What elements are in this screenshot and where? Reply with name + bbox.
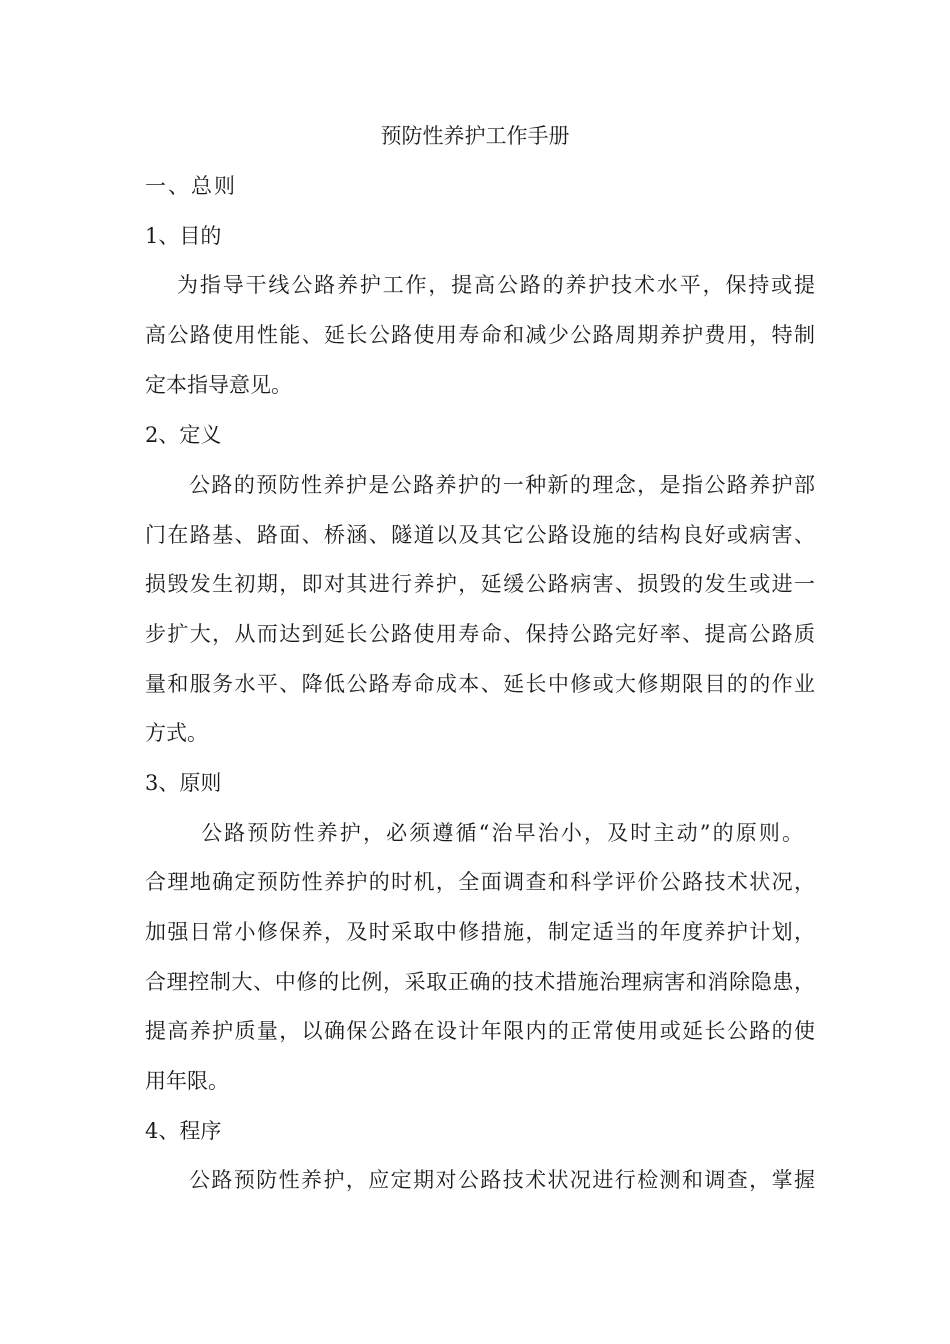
paragraph-principle-line: 用年限。: [145, 1069, 229, 1093]
paragraph-definition-line: 步扩大，从而达到延长公路使用寿命、保持公路完好率、提高公路质: [145, 622, 815, 646]
paragraph-principle-line: 公路预防性养护，必须遵循“治早治小，及时主动”的原则。: [201, 821, 803, 845]
heading-principle: 3、原则: [145, 771, 222, 795]
paragraph-purpose-line: 为指导干线公路养护工作，提高公路的养护技术水平，保持或提: [177, 273, 815, 297]
paragraph-definition-line: 方式。: [145, 721, 208, 745]
paragraph-principle-line: 合理地确定预防性养护的时机，全面调查和科学评价公路技术状况，: [145, 870, 815, 894]
heading-purpose: 1、目的: [145, 224, 222, 248]
paragraph-principle-line: 提高养护质量，以确保公路在设计年限内的正常使用或延长公路的使: [145, 1019, 815, 1043]
document-title: 预防性养护工作手册: [380, 124, 570, 148]
paragraph-purpose-line: 高公路使用性能、延长公路使用寿命和减少公路周期养护费用，特制: [145, 323, 815, 347]
paragraph-definition-line: 公路的预防性养护是公路养护的一种新的理念，是指公路养护部: [189, 473, 815, 497]
section-general-heading: 一、总则: [145, 174, 237, 198]
paragraph-procedure-line: 公路预防性养护，应定期对公路技术状况进行检测和调查，掌握: [189, 1168, 815, 1192]
paragraph-definition-line: 门在路基、路面、桥涵、隧道以及其它公路设施的结构良好或病害、: [145, 523, 815, 547]
heading-procedure: 4、程序: [145, 1119, 222, 1143]
paragraph-definition-line: 损毁发生初期，即对其进行养护，延缓公路病害、损毁的发生或进一: [145, 572, 815, 596]
paragraph-definition-line: 量和服务水平、降低公路寿命成本、延长中修或大修期限目的的作业: [145, 672, 815, 696]
heading-definition: 2、定义: [145, 423, 222, 447]
paragraph-principle-line: 加强日常小修保养，及时采取中修措施，制定适当的年度养护计划，: [145, 920, 815, 944]
paragraph-principle-line: 合理控制大、中修的比例，采取正确的技术措施治理病害和消除隐患，: [145, 970, 815, 994]
paragraph-purpose-line: 定本指导意见。: [145, 373, 292, 397]
